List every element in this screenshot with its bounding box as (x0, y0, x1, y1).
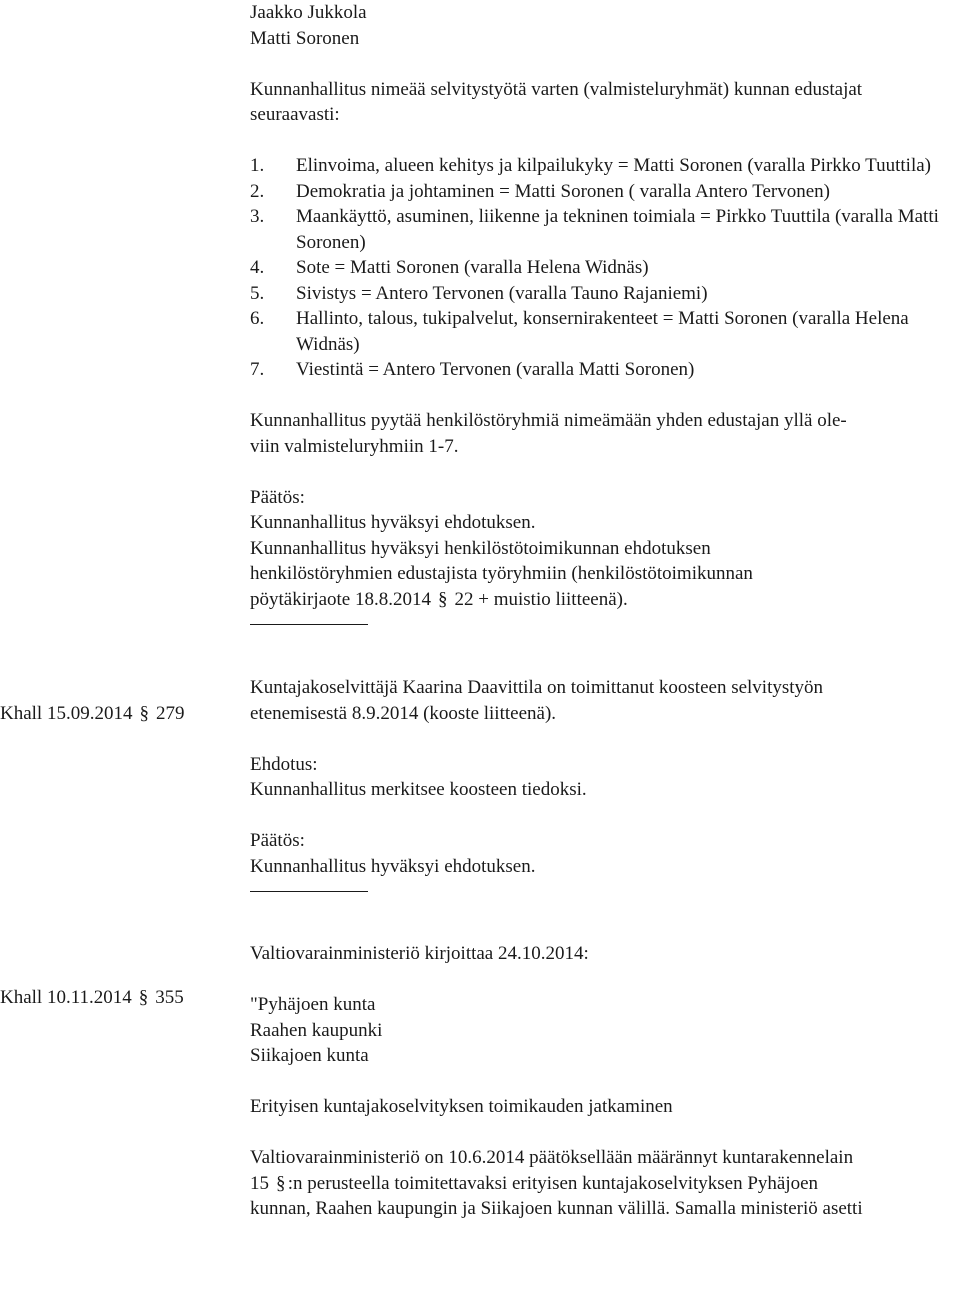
decision-line-3: henkilöstöryhmien edustajista työryhmiin (henkilöstötoimikunnan (250, 563, 753, 584)
list-item: 3. Maankäyttö, asuminen, liikenne ja tekninen toimiala = Pirkko Tuuttila (varalla Matti Soronen) (250, 206, 939, 253)
letter-subject: Erityisen kuntajakoselvityksen toimikauden jatkaminen (250, 1096, 673, 1117)
recipient: Raahen kaupunki (250, 1019, 383, 1041)
recipient: "Pyhäjoen kunta (250, 994, 376, 1015)
name-soronen: Matti Soronen (250, 27, 360, 49)
request-line-1: Kunnanhallitus pyytää henkilöstöryhmiä nimeämään yhden edustajan yllä ole- (250, 410, 847, 431)
decision-line-2: Kunnanhallitus hyväksyi henkilöstötoimikunnan ehdotuksen (250, 537, 711, 559)
proposal-heading: Ehdotus: (250, 753, 318, 775)
summary-line-2: etenemisestä 8.9.2014 (kooste liitteenä). (250, 702, 557, 724)
main-text (250, 0, 956, 1222)
letter-body-line-1: Valtiovarainministeriö on 10.6.2014 päätöksellään määrännyt kuntarakennelain (250, 1147, 854, 1168)
decision-line-1: Kunnanhallitus hyväksyi ehdotuksen. (250, 512, 536, 533)
list-item: 7. Viestintä = Antero Tervonen (varalla Matti Soronen) (250, 359, 695, 380)
list-item: 2. Demokratia ja johtaminen = Matti Soronen ( varalla Antero Tervonen) (250, 180, 831, 202)
ministry-intro: Valtiovarainministeriö kirjoittaa 24.10.2014: (250, 943, 589, 964)
section-sign: § (139, 703, 149, 724)
decision-line-4: pöytäkirjaote 18.8.2014 § 22 + muistio liitteenä). (250, 587, 956, 613)
meeting-reference: Khall 15.09.2014 § 279 (0, 701, 184, 727)
meeting-reference: Khall 10.11.2014 § 355 (0, 985, 184, 1011)
letter-body-line-3: kunnan, Raahen kaupungin ja Siikajoen kunnan välillä. Samalla ministeriö asetti (250, 1198, 863, 1219)
recipient: Siikajoen kunta (250, 1045, 369, 1066)
list-item: 1. Elinvoima, alueen kehitys ja kilpailukyky = Matti Soronen (varalla Pirkko Tuuttila) (250, 155, 931, 176)
summary-line-1: Kuntajakoselvittäjä Kaarina Daavittila on toimittanut koosteen selvitystyön (250, 677, 824, 698)
intro-paragraph: Kunnanhallitus nimeää selvitystyötä varten (valmisteluryhmät) kunnan edustajat seuraavasti: (250, 78, 863, 125)
request-line-2: viin valmisteluryhmiin 1-7. (250, 435, 459, 457)
decision-text: Kunnanhallitus hyväksyi ehdotuksen. (250, 855, 536, 877)
section-sign: § (138, 987, 149, 1008)
section-sign: § (438, 588, 448, 610)
working-group-list (250, 153, 956, 383)
decision-heading: Päätös: (250, 830, 305, 851)
proposal-text: Kunnanhallitus merkitsee koosteen tiedoksi. (250, 779, 587, 800)
list-item: 4. Sote = Matti Soronen (varalla Helena Widnäs) (250, 257, 649, 278)
section-sign: § (276, 1172, 286, 1194)
name-jukkola: Jaakko Jukkola (250, 2, 367, 23)
list-item: 5. Sivistys = Antero Tervonen (varalla Tauno Rajaniemi) (250, 282, 708, 304)
letter-body-line-2: 15 § :n perusteella toimitettavaksi erityisen kuntajakoselvityksen Pyhäjoen (250, 1171, 956, 1197)
decision-heading: Päätös: (250, 486, 305, 508)
list-item: 6. Hallinto, talous, tukipalvelut, konsernirakenteet = Matti Soronen (varalla Helena Widnäs) (250, 308, 909, 355)
